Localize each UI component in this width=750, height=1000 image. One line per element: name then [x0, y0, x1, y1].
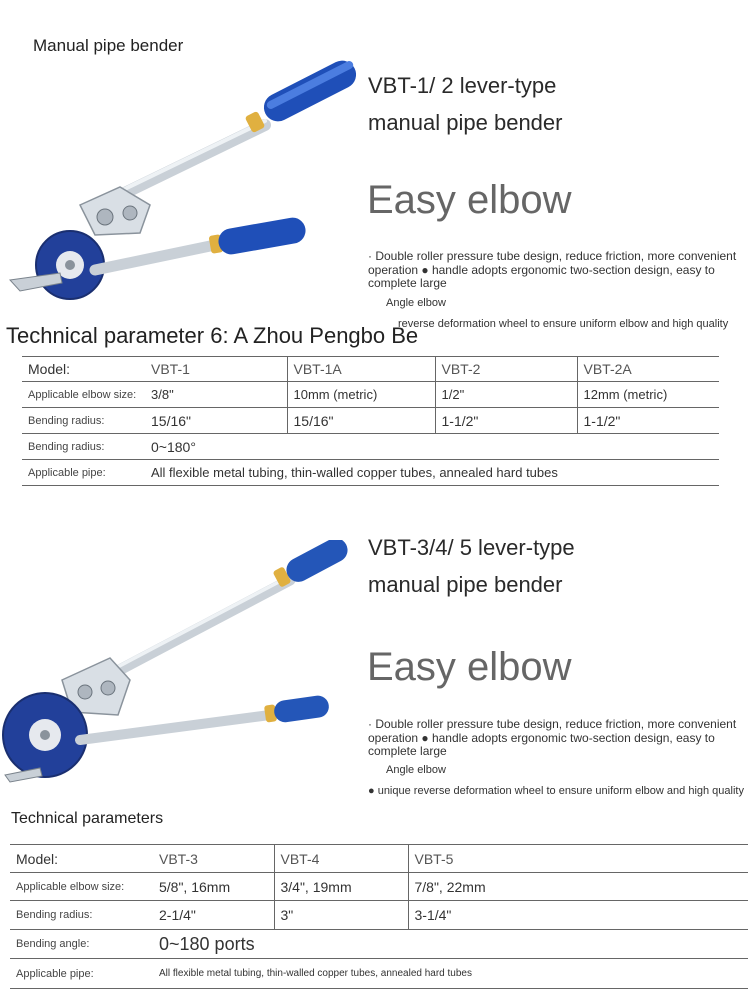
table-row: [10, 873, 748, 901]
pipe-value: All flexible metal tubing, thin-walled copper tubes, annealed hard tubes: [153, 959, 748, 989]
section1-tech-heading: Technical parameter 6: A Zhou Pengbo Be: [6, 323, 419, 348]
elbow-cell: 3/8": [145, 382, 287, 408]
table-row: [22, 408, 719, 434]
section2-description: · Double roller pressure tube design, reduce friction, more convenient operation ● handle adopts ergonomic two-section design, easy to complete large: [368, 717, 737, 758]
radius-label: Bending radius:: [22, 408, 145, 434]
model-cell: VBT-1A: [287, 357, 435, 382]
section2-spec-table: [10, 844, 748, 989]
radius-cell: 1-1/2": [577, 408, 719, 434]
table-row: [22, 382, 719, 408]
table-row: [10, 845, 748, 873]
elbow-size-label: Applicable elbow size:: [22, 382, 145, 408]
section1-title-line1: VBT-1/ 2 lever-type: [368, 73, 557, 98]
pipe-value: All flexible metal tubing, thin-walled copper tubes, annealed hard tubes: [145, 460, 719, 486]
radius-cell: 3": [274, 901, 408, 930]
section1-headline: Easy elbow: [367, 178, 572, 222]
section2-title-line1: VBT-3/4/ 5 lever-type: [368, 535, 575, 560]
model-label: Model:: [22, 357, 145, 382]
table-row: [22, 357, 719, 382]
model-cell: VBT-5: [408, 845, 748, 873]
model-cell: VBT-3: [153, 845, 274, 873]
elbow-cell: 3/4", 19mm: [274, 873, 408, 901]
model-cell: VBT-1: [145, 357, 287, 382]
elbow-size-label: Applicable elbow size:: [10, 873, 153, 901]
radius-cell: 3-1/4": [408, 901, 748, 930]
elbow-cell: 12mm (metric): [577, 382, 719, 408]
section2-angle-elbow: Angle elbow: [386, 764, 446, 776]
vbt-1-2-pipe-bender-image: [0, 55, 365, 305]
section1-description: · Double roller pressure tube design, reduce friction, more convenient operation ● handle adopts ergonomic two-section design, easy to complete large: [368, 249, 737, 290]
radius-cell: 2-1/4": [153, 901, 274, 930]
pipe-label: Applicable pipe:: [10, 959, 153, 989]
table-row: [10, 930, 748, 959]
table-row: [22, 460, 719, 486]
model-cell: VBT-2: [435, 357, 577, 382]
section1-angle-elbow: Angle elbow: [386, 297, 446, 309]
angle-value: 0~180 ports: [153, 930, 748, 959]
table-row: [10, 959, 748, 989]
elbow-cell: 7/8", 22mm: [408, 873, 748, 901]
section2-feature: ● unique reverse deformation wheel to ensure uniform elbow and high quality: [368, 785, 744, 797]
section1-caption: Manual pipe bender: [33, 36, 184, 55]
model-label: Model:: [10, 845, 153, 873]
elbow-cell: 5/8", 16mm: [153, 873, 274, 901]
section1-feature: reverse deformation wheel to ensure uniform elbow and high quality: [398, 318, 729, 330]
section1-spec-table: [22, 356, 719, 486]
section1-title-line2: manual pipe bender: [368, 110, 563, 135]
radius-cell: 1-1/2": [435, 408, 577, 434]
elbow-cell: 10mm (metric): [287, 382, 435, 408]
section2-title-line2: manual pipe bender: [368, 572, 563, 597]
angle-label: Bending angle:: [10, 930, 153, 959]
elbow-cell: 1/2": [435, 382, 577, 408]
table-row: [10, 901, 748, 930]
radius-cell: 15/16": [145, 408, 287, 434]
radius-cell: 15/16": [287, 408, 435, 434]
model-cell: VBT-4: [274, 845, 408, 873]
section2-tech-heading: Technical parameters: [11, 810, 164, 827]
vbt-3-4-5-pipe-bender-image: [0, 540, 365, 790]
pipe-label: Applicable pipe:: [22, 460, 145, 486]
table-row: [22, 434, 719, 460]
section2-headline: Easy elbow: [367, 645, 572, 689]
radius-label: Bending radius:: [10, 901, 153, 930]
angle-value: 0~180°: [145, 434, 719, 460]
model-cell: VBT-2A: [577, 357, 719, 382]
angle-label: Bending radius:: [22, 434, 145, 460]
